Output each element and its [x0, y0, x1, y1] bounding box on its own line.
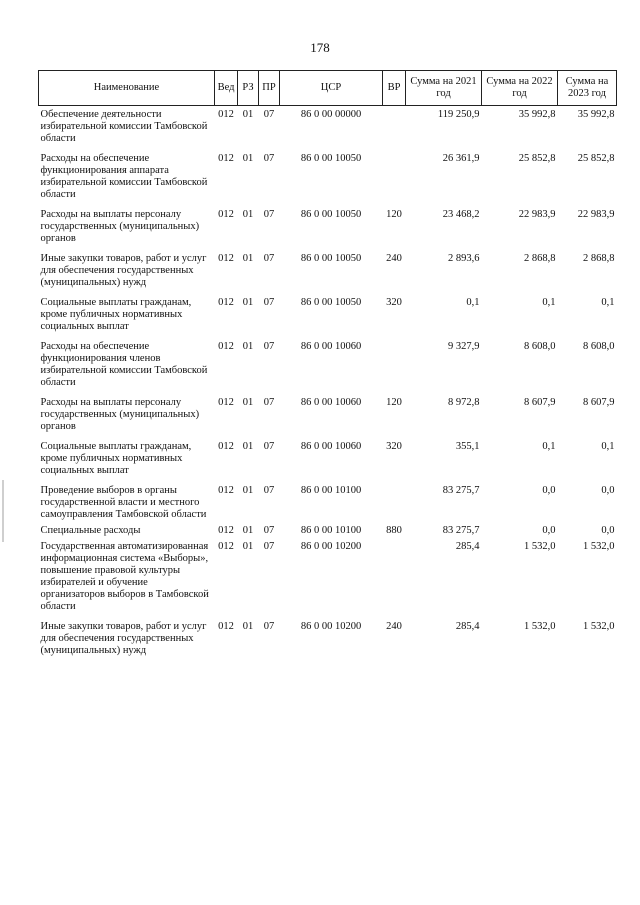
row-csr: 86 0 00 10060: [300, 397, 362, 408]
row-ved: 012: [218, 209, 234, 220]
row-rz: 01: [242, 441, 254, 452]
row-sum-2021: 285,4: [455, 541, 480, 552]
row-vr: 120: [386, 397, 402, 408]
row-name: Расходы на выплаты персоналу государственных (муниципальных) органов: [40, 209, 200, 244]
row-ved: 012: [218, 441, 234, 452]
row-rz: 01: [242, 397, 254, 408]
row-rz: 01: [242, 525, 254, 536]
row-rz: 01: [242, 485, 254, 496]
row-csr: 86 0 00 10050: [300, 297, 362, 308]
row-name: Специальные расходы: [40, 525, 141, 536]
row-csr: 86 0 00 10050: [300, 253, 362, 264]
table-row: [39, 521, 617, 537]
row-sum-2021: 2 893,6: [448, 253, 480, 264]
row-sum-2022: 22 983,9: [518, 209, 556, 220]
row-sum-2023: 0,0: [601, 525, 615, 536]
row-sum-2022: 2 868,8: [524, 253, 556, 264]
table-row: [39, 145, 617, 201]
row-name: Обеспечение деятельности избирательной комиссии Тамбовской области: [40, 109, 208, 144]
col-header-name: Наименование: [39, 71, 215, 106]
row-vr: 880: [386, 525, 402, 536]
row-sum-2022: 8 607,9: [524, 397, 556, 408]
row-ved: 012: [218, 621, 234, 632]
row-pr: 07: [263, 485, 275, 496]
row-rz: 01: [242, 153, 254, 164]
row-sum-2022: 8 608,0: [524, 341, 556, 352]
row-sum-2022: 0,1: [542, 297, 556, 308]
row-vr: 320: [386, 297, 402, 308]
table-row: [39, 289, 617, 333]
row-sum-2021: 83 275,7: [442, 485, 480, 496]
table-row: [39, 389, 617, 433]
scan-margin-mark: [2, 480, 4, 542]
col-header-rz: РЗ: [238, 71, 259, 106]
row-pr: 07: [263, 209, 275, 220]
row-ved: 012: [218, 341, 234, 352]
page-number: 178: [310, 40, 330, 55]
col-header-sum-2021: Сумма на 2021 год: [406, 71, 482, 106]
table-row: [39, 537, 617, 613]
row-rz: 01: [242, 341, 254, 352]
row-sum-2023: 1 532,0: [583, 541, 615, 552]
row-sum-2021: 355,1: [455, 441, 480, 452]
row-csr: 86 0 00 10200: [300, 621, 362, 632]
row-rz: 01: [242, 297, 254, 308]
col-header-pr: ПР: [259, 71, 280, 106]
row-sum-2021: 0,1: [466, 297, 480, 308]
row-pr: 07: [263, 297, 275, 308]
row-sum-2023: 0,0: [601, 485, 615, 496]
row-sum-2023: 22 983,9: [577, 209, 615, 220]
table-row: [39, 245, 617, 289]
row-ved: 012: [218, 253, 234, 264]
row-vr: 240: [386, 621, 402, 632]
row-csr: 86 0 00 10100: [300, 525, 362, 536]
row-pr: 07: [263, 541, 275, 552]
row-sum-2023: 25 852,8: [577, 153, 615, 164]
row-vr: [383, 537, 406, 613]
row-sum-2022: 0,1: [542, 441, 556, 452]
row-name: Проведение выборов в органы государственной власти и местного самоуправления Тамбовской области: [40, 485, 207, 520]
row-ved: 012: [218, 297, 234, 308]
row-sum-2021: 119 250,9: [437, 109, 480, 120]
row-pr: 07: [263, 621, 275, 632]
row-vr: 240: [386, 253, 402, 264]
row-name: Расходы на обеспечение функционирования членов избирательной комиссии Тамбовской области: [40, 341, 208, 388]
col-header-sum-2023: Сумма на 2023 год: [558, 71, 617, 106]
table-row: [39, 477, 617, 521]
row-vr: [383, 145, 406, 201]
row-pr: 07: [263, 441, 275, 452]
row-sum-2022: 1 532,0: [524, 621, 556, 632]
row-ved: 012: [218, 541, 234, 552]
row-rz: 01: [242, 541, 254, 552]
row-sum-2021: 83 275,7: [442, 525, 480, 536]
row-csr: 86 0 00 10100: [300, 485, 362, 496]
table-row: [39, 333, 617, 389]
row-sum-2023: 35 992,8: [577, 109, 615, 120]
row-sum-2021: 23 468,2: [442, 209, 480, 220]
row-vr: 120: [386, 209, 402, 220]
row-name: Иные закупки товаров, работ и услуг для обеспечения государственных (муниципальных) нужд: [40, 621, 207, 656]
row-pr: 07: [263, 153, 275, 164]
row-sum-2022: 25 852,8: [518, 153, 556, 164]
table-row: [39, 201, 617, 245]
row-name: Расходы на обеспечение функционирования аппарата избирательной комиссии Тамбовской области: [40, 153, 208, 200]
row-sum-2023: 8 608,0: [583, 341, 615, 352]
row-name: Социальные выплаты гражданам, кроме публичных нормативных социальных выплат: [40, 297, 192, 332]
row-csr: 86 0 00 10060: [300, 441, 362, 452]
table-row: [39, 106, 617, 146]
row-sum-2022: 0,0: [542, 525, 556, 536]
row-csr: 86 0 00 10200: [300, 541, 362, 552]
table-row: [39, 433, 617, 477]
row-vr: [383, 477, 406, 521]
row-sum-2021: 9 327,9: [448, 341, 480, 352]
row-sum-2023: 0,1: [601, 441, 615, 452]
col-header-csr: ЦСР: [280, 71, 383, 106]
row-pr: 07: [263, 341, 275, 352]
row-ved: 012: [218, 525, 234, 536]
row-name: Государственная автоматизированная информационная система «Выборы», повышение правовой культуры избирателей и обучение организаторов выборов в Тамбовской области: [40, 541, 209, 612]
row-rz: 01: [242, 209, 254, 220]
row-vr: [383, 106, 406, 146]
row-csr: 86 0 00 10060: [300, 341, 362, 352]
row-vr: [383, 333, 406, 389]
row-vr: 320: [386, 441, 402, 452]
row-sum-2021: 285,4: [455, 621, 480, 632]
row-csr: 86 0 00 10050: [300, 209, 362, 220]
row-ved: 012: [218, 109, 234, 120]
budget-table: [38, 70, 617, 657]
row-sum-2023: 0,1: [601, 297, 615, 308]
row-csr: 86 0 00 10050: [300, 153, 362, 164]
row-ved: 012: [218, 397, 234, 408]
row-name: Расходы на выплаты персоналу государственных (муниципальных) органов: [40, 397, 200, 432]
row-sum-2022: 35 992,8: [518, 109, 556, 120]
row-sum-2023: 2 868,8: [583, 253, 615, 264]
row-sum-2023: 1 532,0: [583, 621, 615, 632]
col-header-vr: ВР: [383, 71, 406, 106]
row-name: Иные закупки товаров, работ и услуг для обеспечения государственных (муниципальных) нужд: [40, 253, 207, 288]
row-name: Социальные выплаты гражданам, кроме публичных нормативных социальных выплат: [40, 441, 192, 476]
row-sum-2022: 1 532,0: [524, 541, 556, 552]
row-rz: 01: [242, 253, 254, 264]
table-header-row: [39, 71, 617, 106]
row-pr: 07: [263, 253, 275, 264]
row-sum-2023: 8 607,9: [583, 397, 615, 408]
row-rz: 01: [242, 109, 254, 120]
row-ved: 012: [218, 153, 234, 164]
col-header-sum-2022: Сумма на 2022 год: [482, 71, 558, 106]
row-pr: 07: [263, 109, 275, 120]
table-row: [39, 613, 617, 657]
row-ved: 012: [218, 485, 234, 496]
row-sum-2022: 0,0: [542, 485, 556, 496]
row-pr: 07: [263, 525, 275, 536]
row-sum-2021: 8 972,8: [448, 397, 480, 408]
col-header-ved: Вед: [215, 71, 238, 106]
row-pr: 07: [263, 397, 275, 408]
row-csr: 86 0 00 00000: [300, 109, 362, 120]
row-sum-2021: 26 361,9: [442, 153, 480, 164]
row-rz: 01: [242, 621, 254, 632]
